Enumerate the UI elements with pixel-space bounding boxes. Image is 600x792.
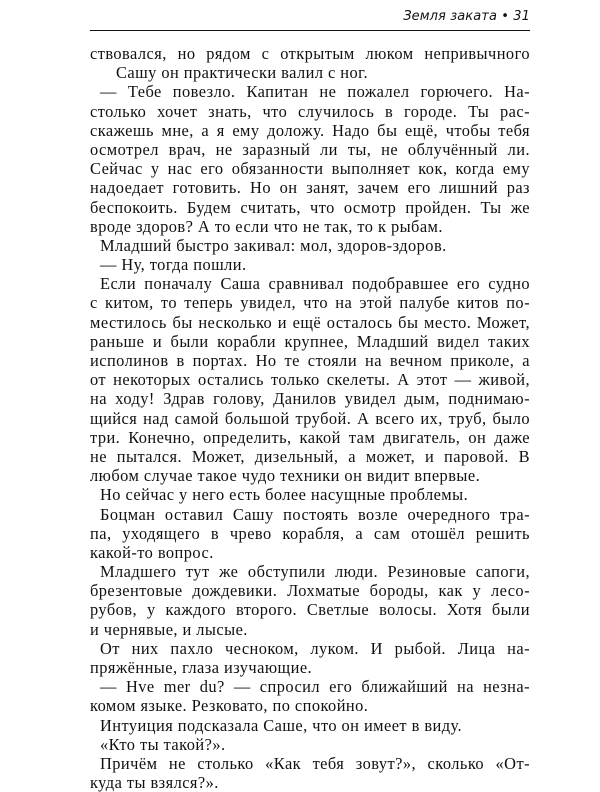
text-line: местилось бы несколько и ещё осталось бы место. Может, (90, 312, 530, 332)
text-line: скажешь мне, а я ему доложу. Надо бы ещё, чтобы тебя (90, 120, 530, 140)
text-line: ствовался, но рядом с открытым люком непривычного (90, 44, 530, 63)
text-line: рубов, у каждого второго. Светлые волосы. Хотя были (90, 600, 530, 620)
text-line: Сейчас у нас его обязанности выполняет кок, когда ему (90, 159, 530, 179)
text-line: Если поначалу Саша сравнивал подобравшее его судно (100, 274, 530, 294)
text-line: три. Конечно, определить, какой там двигатель, он даже (90, 427, 530, 447)
text-line: Младшего тут же обступили люди. Резиновые сапоги, (100, 562, 530, 582)
text-line: Но сейчас у него есть более насущные проблемы. (100, 485, 469, 505)
running-title: Земля заката • 31 (403, 9, 530, 24)
text-line: щийся над самой большой трубой. А всего их, труб, было (90, 408, 530, 428)
text-line: Младший быстро закивал: мол, здоров-здоров. (100, 235, 447, 255)
text-line: исполинов в портах. Но те стояли на вечном приколе, а (90, 351, 530, 370)
text-line: куда ты взялся?». (90, 773, 219, 792)
text-line: Боцман оставил Сашу постоять возле очередного тра- (100, 504, 530, 524)
text-line: вроде здоров? А то если что не так, то к рыбам. (90, 216, 443, 236)
text-line: раньше и были корабли крупнее, Младший видел таких (90, 331, 530, 351)
text-line: па, уходящего в чрево корабля, а сам отошёл решить (90, 523, 530, 543)
text-line: и чернявые, и лысые. (90, 619, 248, 639)
text-line: любом случае такое чудо техники он видит впервые. (90, 466, 481, 486)
text-line: от некоторых остались только скелеты. А этот — живой, (90, 370, 530, 390)
text-line: — Тебе повезло. Капитан не пожалел горючего. На- (100, 82, 530, 102)
text-line: Сашу он практически валил с ног. (116, 63, 369, 83)
text-line: беспокоить. Будем считать, что осмотр пройден. Ты же (90, 197, 530, 217)
text-line: Причём не столько «Как тебя зовут?», сколько «От- (100, 753, 530, 773)
page-header (90, 4, 530, 31)
text-line: комом языке. Резковато, по спокойно. (90, 696, 369, 716)
text-line: брезентовые дождевики. Лохматые бороды, как у лесо- (90, 581, 530, 601)
text-line: «Кто ты такой?». (100, 734, 226, 754)
text-line: — Ну, тогда пошли. (100, 255, 247, 275)
text-line: пряжённые, глаза изучающие. (90, 658, 313, 677)
text-line: столько хочет знать, что случилось в городе. Ты рас- (90, 101, 530, 121)
text-line: не пытался. Может, дизельный, а может, и паровой. В (90, 446, 530, 466)
text-line: с китом, то теперь увидел, что на этой палубе китов по- (90, 293, 530, 313)
text-line: на ходу! Здрав голову, Данилов увидел дым, поднимаю- (90, 389, 530, 409)
body-text (90, 44, 530, 792)
text-line: надоедает готовить. Но он занят, зачем его лишний раз (90, 178, 530, 198)
text-line: какой-то вопрос. (90, 542, 214, 562)
text-line: — Hve mer du? — спросил его ближайший на незна- (100, 677, 530, 697)
text-line: осмотрел врач, не заразный ли ты, не облучённый ли. (90, 139, 530, 159)
text-line: Интуиция подсказала Саше, что он имеет в виду. (100, 715, 463, 735)
text-line: От них пахло чесноком, луком. И рыбой. Лица на- (100, 638, 530, 658)
